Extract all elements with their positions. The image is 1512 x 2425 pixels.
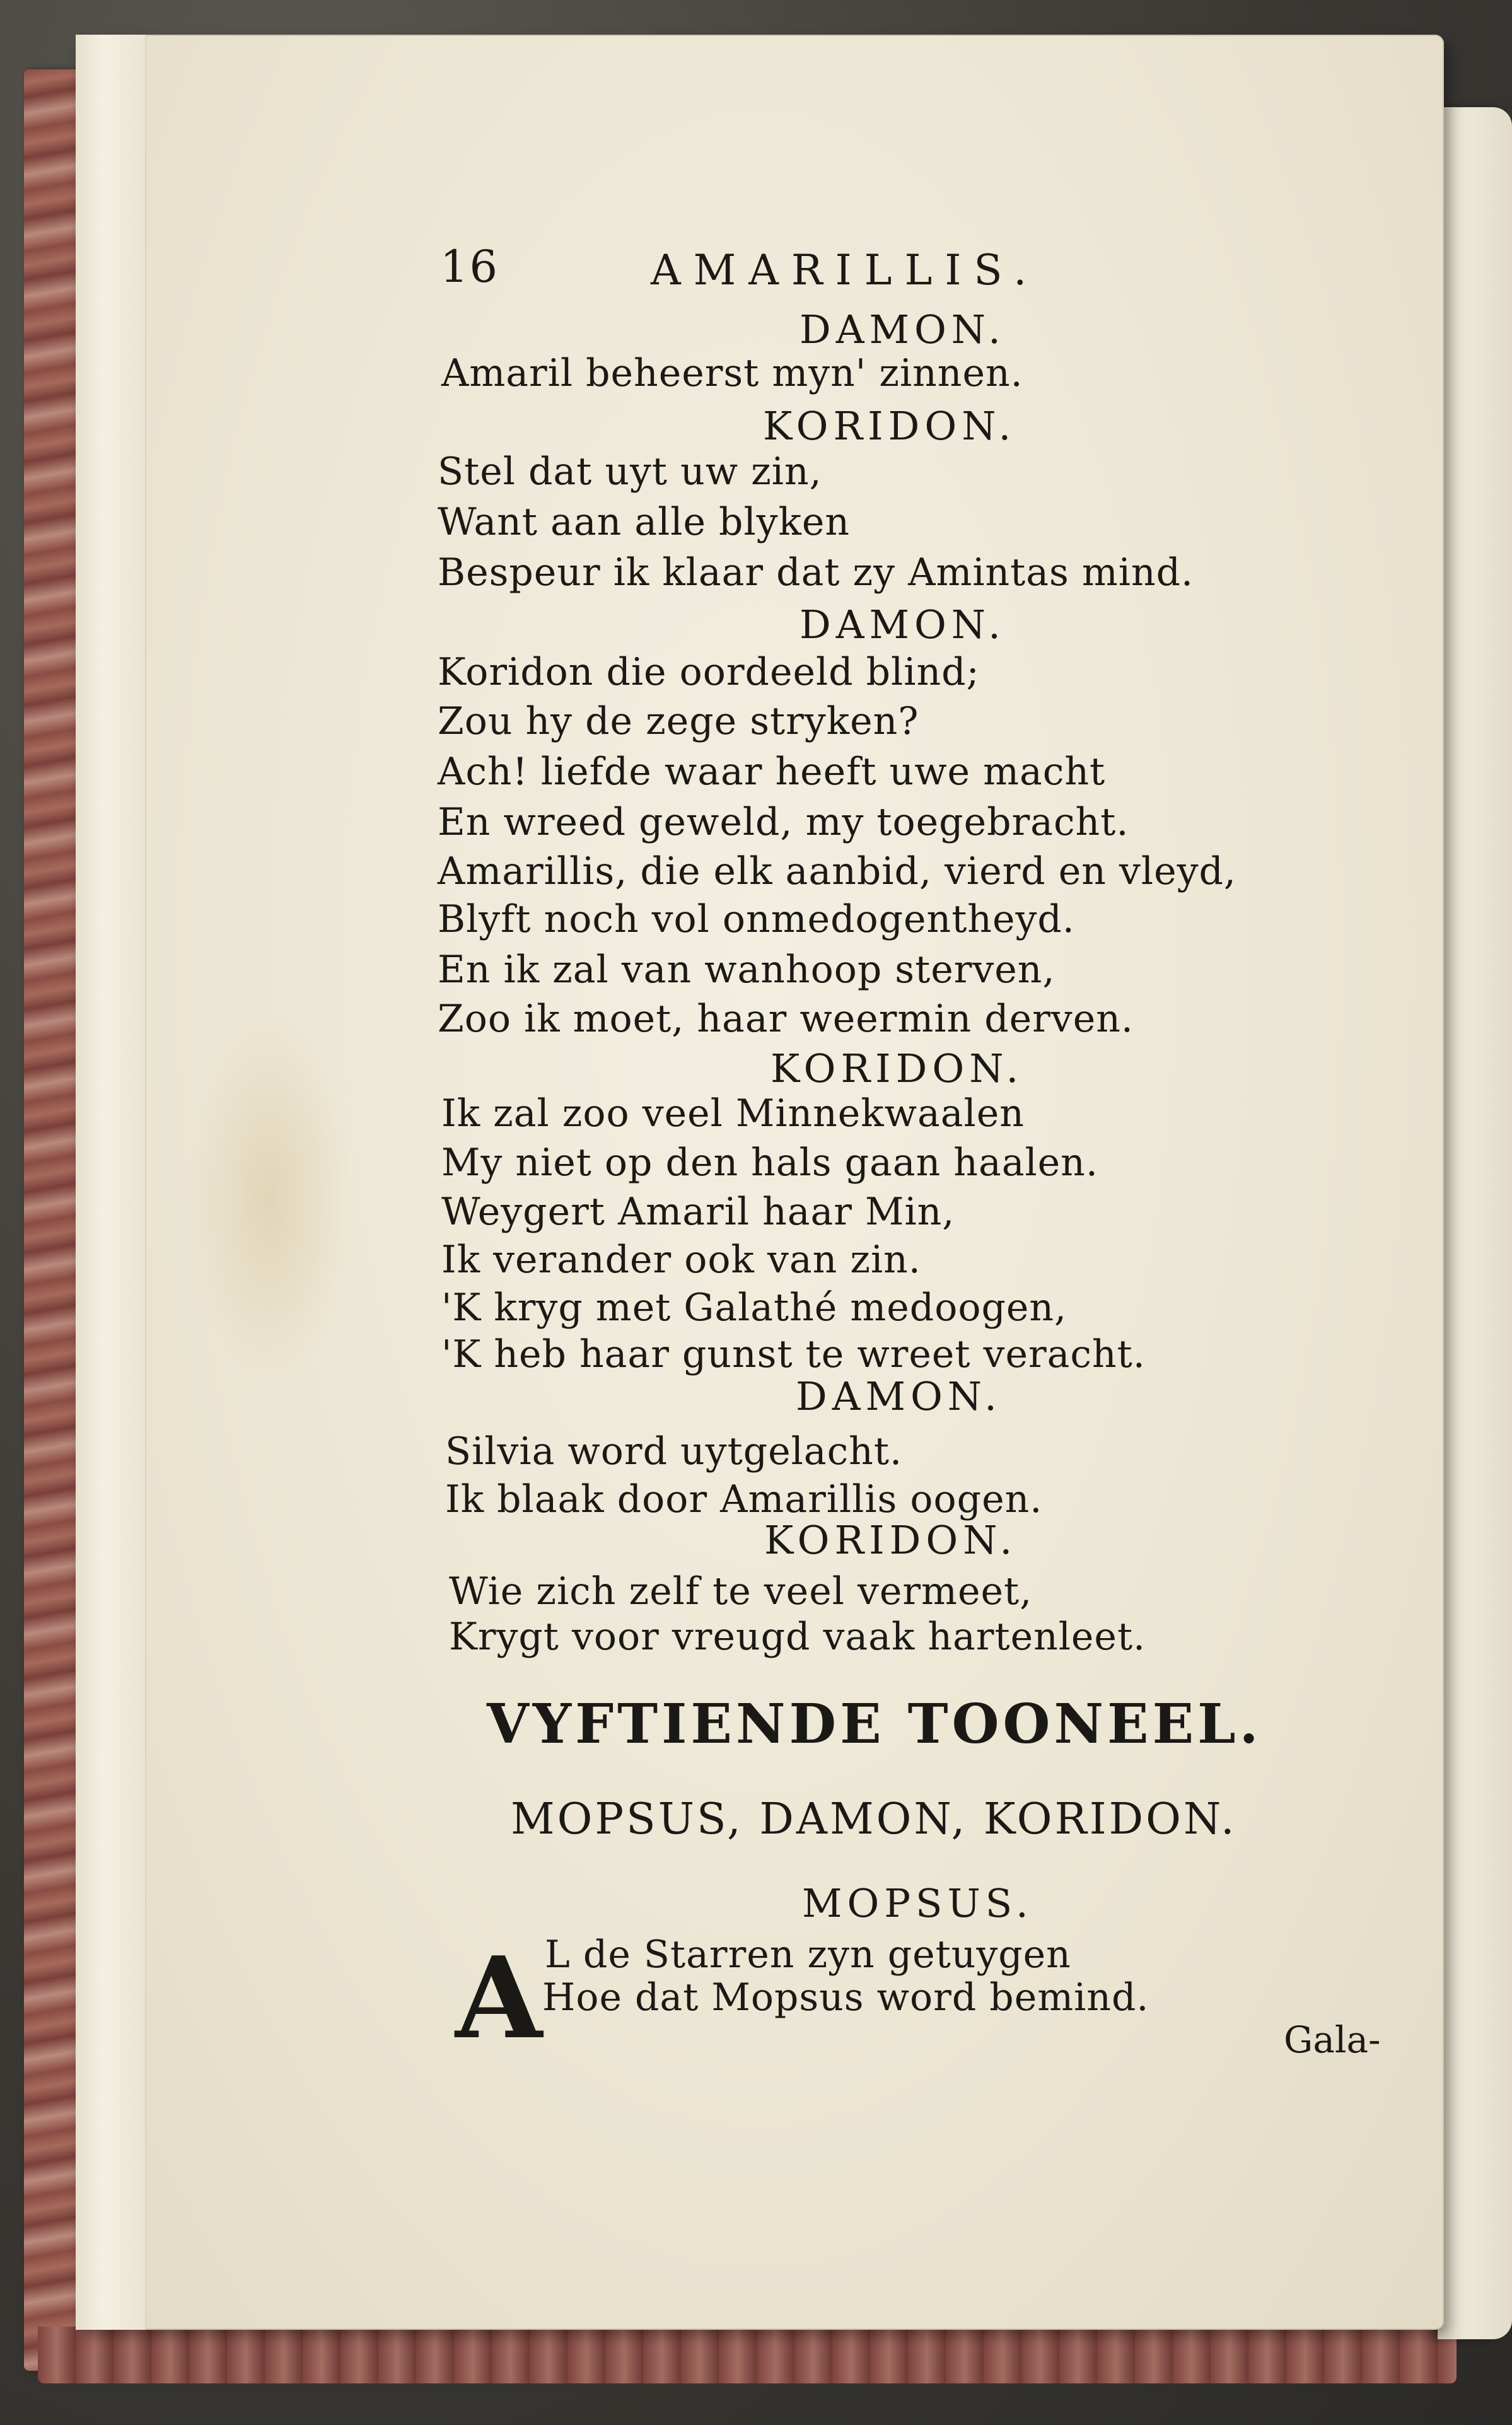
verse-line: Krygt voor vreugd vaak hartenleet. <box>449 1615 1146 1659</box>
page-number: 16 <box>440 241 499 293</box>
running-head: AMARILLIS. <box>651 246 1040 294</box>
verse-line: Hoe dat Mopsus word bemind. <box>542 1975 1149 2020</box>
verse-line: Koridon die oordeeld blind; <box>438 650 980 694</box>
verse-line: En ik zal van wanhoop sterven, <box>438 948 1055 992</box>
verse-line: L de Starren zyn getuygen <box>545 1933 1071 1977</box>
speaker-label: KORIDON. <box>771 1045 1024 1091</box>
verse-line: Amarillis, die elk aanbid, vierd en vleyd, <box>438 849 1236 893</box>
verse-line: Stel dat uyt uw zin, <box>438 450 822 494</box>
verse-line: Ik blaak door Amarillis oogen. <box>445 1477 1043 1521</box>
cast-list: MOPSUS, DAMON, KORIDON. <box>511 1794 1237 1844</box>
speaker-label: DAMON. <box>800 602 1006 648</box>
verse-line: Ach! liefde waar heeft uwe macht <box>438 750 1106 794</box>
speaker-label: DAMON. <box>800 306 1006 352</box>
verse-line: Wie zich zelf te veel vermeet, <box>449 1569 1033 1614</box>
verse-line: Bespeur ik klaar dat zy Amintas mind. <box>438 550 1194 595</box>
speaker-label: KORIDON. <box>764 1517 1018 1563</box>
scene-heading: VYFTIENDE TOONEEL. <box>487 1692 1262 1756</box>
verse-line: 'K kryg met Galathé medoogen, <box>441 1286 1067 1330</box>
verse-line: En wreed geweld, my toegebracht. <box>438 800 1129 844</box>
verse-line: My niet op den hals gaan haalen. <box>441 1141 1098 1185</box>
verse-line: Silvia word uytgelacht. <box>445 1429 903 1474</box>
speaker-label: DAMON. <box>796 1373 1002 1419</box>
verse-line: Zou hy de zege stryken? <box>438 699 919 743</box>
verse-line: Amaril beheerst myn' zinnen. <box>441 351 1023 395</box>
speaker-label: MOPSUS. <box>802 1880 1033 1926</box>
verse-line: Zoo ik moet, haar weermin derven. <box>438 997 1134 1041</box>
catchword: Gala- <box>1284 2018 1381 2061</box>
drop-cap: A <box>455 1932 543 2064</box>
verse-line: Ik zal zoo veel Minnekwaalen <box>441 1091 1025 1136</box>
verse-line: Blyft noch vol onmedogentheyd. <box>438 897 1075 941</box>
verse-line: Weygert Amaril haar Min, <box>441 1190 955 1234</box>
verse-line: Want aan alle blyken <box>438 500 851 544</box>
speaker-label: KORIDON. <box>763 403 1016 449</box>
verse-line: Ik verander ook van zin. <box>441 1238 921 1282</box>
verse-line: 'K heb haar gunst te wreet veracht. <box>441 1332 1146 1376</box>
